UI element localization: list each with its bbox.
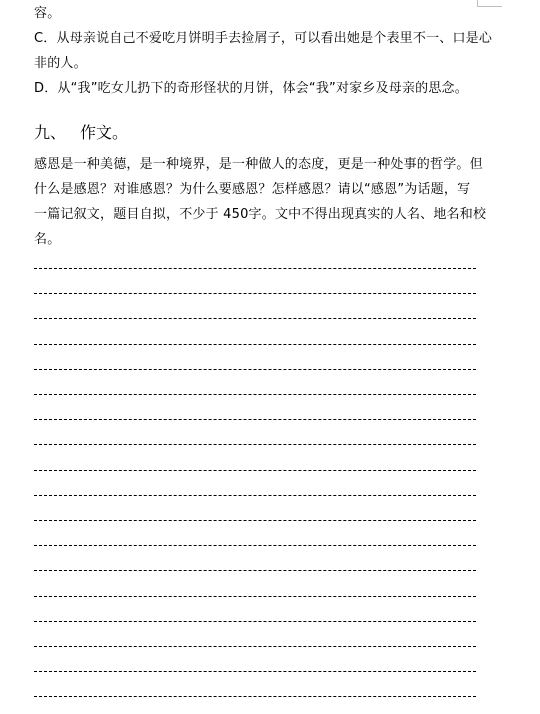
section-title: 作文。 <box>80 123 129 142</box>
writing-line <box>34 369 476 370</box>
writing-line <box>34 545 476 546</box>
writing-line <box>34 293 476 294</box>
writing-line <box>34 344 476 345</box>
writing-line <box>34 268 476 269</box>
writing-area <box>34 0 476 714</box>
writing-line <box>34 495 476 496</box>
prompt-line-2: 什么是感恩？对谁感恩？为什么要感恩？怎样感恩？请以“感恩”为话题，写 <box>34 182 471 197</box>
writing-line <box>34 318 476 319</box>
writing-line <box>34 570 476 571</box>
writing-line <box>34 696 476 697</box>
writing-line <box>34 419 476 420</box>
section-number: 九、 <box>34 123 67 142</box>
prompt-line-4: 名。 <box>34 232 61 247</box>
writing-line <box>34 520 476 521</box>
writing-line <box>34 470 476 471</box>
option-c-line-1: C．从母亲说自己不爱吃月饼明手去捡屑子，可以看出她是个表里不一、口是心 <box>34 31 493 46</box>
prompt-line-3: 一篇记叙文，题目自拟，不少于 450字。文中不得出现真实的人名、地名和校 <box>34 207 487 222</box>
writing-line <box>34 596 476 597</box>
writing-line <box>34 444 476 445</box>
writing-line <box>34 394 476 395</box>
prompt-line-1: 感恩是一种美德，是一种境界，是一种做人的态度，更是一种处事的哲学。但 <box>34 157 483 172</box>
continued-text: 容。 <box>34 6 61 21</box>
option-d: D．从“我”吃女儿扔下的奇形怪状的月饼，体会“我”对家乡及母亲的思念。 <box>34 81 468 96</box>
option-c-line-2: 非的人。 <box>34 56 87 71</box>
writing-line <box>34 621 476 622</box>
writing-line <box>34 671 476 672</box>
writing-line <box>34 646 476 647</box>
